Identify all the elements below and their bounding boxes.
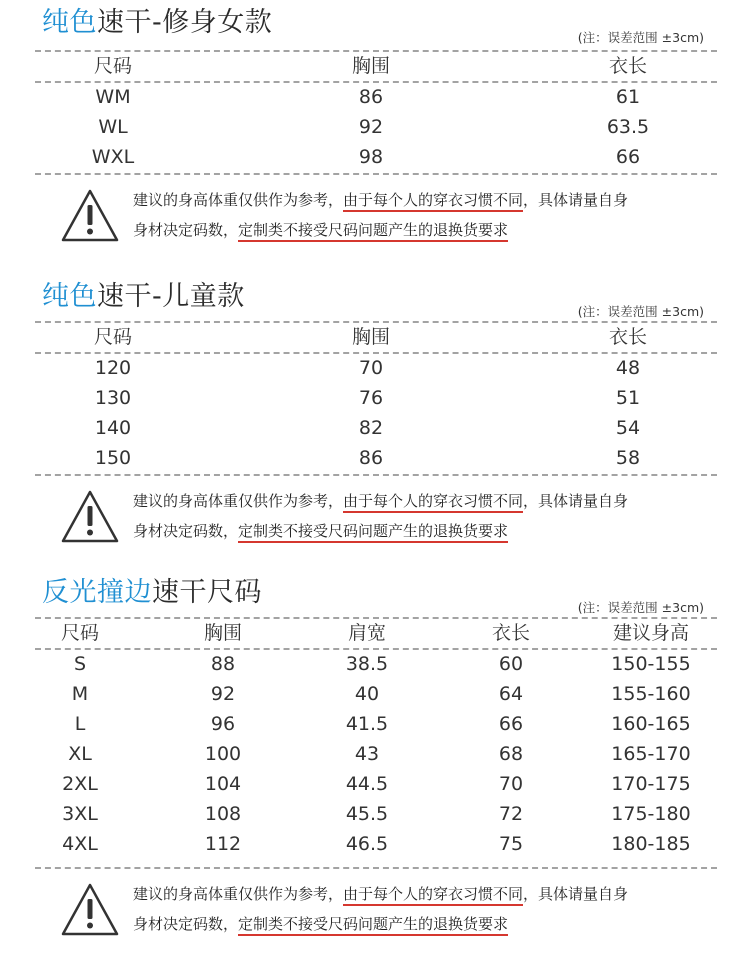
notice-line-2: 身材决定码数，定制类不接受尺码问题产生的退换货要求 <box>133 220 508 240</box>
header-chest: 胸围 <box>351 55 390 77</box>
cell-size: 3XL <box>62 803 98 825</box>
cell-size: XL <box>68 743 92 765</box>
table-row <box>0 829 750 859</box>
cell-size: 140 <box>94 417 132 439</box>
cell-size: M <box>71 683 89 705</box>
header-length: 衣长 <box>608 55 647 77</box>
cell-chest: 98 <box>358 146 384 168</box>
cell-length: 75 <box>498 833 524 855</box>
cell-shoulder: 43 <box>354 743 380 765</box>
cell-chest: 108 <box>204 803 242 825</box>
cell-length: 64 <box>498 683 524 705</box>
header-size: 尺码 <box>60 622 99 644</box>
table-header <box>0 618 750 648</box>
cell-height: 175-180 <box>611 803 691 825</box>
cell-shoulder: 41.5 <box>345 713 389 735</box>
cell-shoulder: 44.5 <box>345 773 389 795</box>
table-header <box>0 51 750 81</box>
cell-length: 51 <box>615 387 641 409</box>
table-row <box>0 383 750 413</box>
cell-size: S <box>73 653 87 675</box>
table-row <box>0 679 750 709</box>
cell-shoulder: 40 <box>354 683 380 705</box>
cell-size: 2XL <box>62 773 98 795</box>
cell-chest: 104 <box>204 773 242 795</box>
cell-height: 180-185 <box>611 833 691 855</box>
cell-height: 155-160 <box>611 683 691 705</box>
cell-size: WM <box>95 86 131 108</box>
cell-size: 130 <box>94 387 132 409</box>
header-shoulder: 肩宽 <box>347 622 386 644</box>
cell-length: 68 <box>498 743 524 765</box>
header-length: 衣长 <box>608 326 647 348</box>
cell-chest: 92 <box>210 683 236 705</box>
cell-length: 54 <box>615 417 641 439</box>
cell-length: 58 <box>615 447 641 469</box>
table-row <box>0 709 750 739</box>
table-row <box>0 799 750 829</box>
header-height: 建议身高 <box>612 622 689 644</box>
header-chest: 胸围 <box>351 326 390 348</box>
cell-chest: 76 <box>358 387 384 409</box>
cell-length: 63.5 <box>606 116 650 138</box>
table-row <box>0 413 750 443</box>
cell-chest: 86 <box>358 86 384 108</box>
cell-length: 48 <box>615 357 641 379</box>
tolerance-note: (注：误差范围 ±3cm) <box>577 600 704 615</box>
size-notice <box>0 481 750 551</box>
cell-length: 72 <box>498 803 524 825</box>
cell-height: 150-155 <box>611 653 691 675</box>
table-row <box>0 739 750 769</box>
cell-height: 160-165 <box>611 713 691 735</box>
section-title: 纯色速干-儿童款 <box>42 281 245 312</box>
warning-triangle-icon <box>60 882 120 938</box>
cell-chest: 112 <box>204 833 242 855</box>
cell-length: 66 <box>498 713 524 735</box>
warning-triangle-icon <box>60 489 120 545</box>
cell-shoulder: 38.5 <box>345 653 389 675</box>
cell-size: 4XL <box>62 833 98 855</box>
cell-chest: 86 <box>358 447 384 469</box>
header-size: 尺码 <box>93 326 132 348</box>
tolerance-note: (注：误差范围 ±3cm) <box>577 30 704 45</box>
tolerance-note: (注：误差范围 ±3cm) <box>577 304 704 319</box>
warning-triangle-icon <box>60 188 120 244</box>
cell-height: 165-170 <box>611 743 691 765</box>
notice-line-2: 身材决定码数，定制类不接受尺码问题产生的退换货要求 <box>133 521 508 541</box>
table-row <box>0 769 750 799</box>
cell-length: 66 <box>615 146 641 168</box>
cell-length: 61 <box>615 86 641 108</box>
notice-line-2: 身材决定码数，定制类不接受尺码问题产生的退换货要求 <box>133 914 508 934</box>
header-size: 尺码 <box>93 55 132 77</box>
notice-line-1: 建议的身高体重仅供作为参考，由于每个人的穿衣习惯不同，具体请量自身 <box>133 491 628 511</box>
cell-size: 120 <box>94 357 132 379</box>
divider <box>35 173 717 175</box>
notice-line-1: 建议的身高体重仅供作为参考，由于每个人的穿衣习惯不同，具体请量自身 <box>133 884 628 904</box>
cell-chest: 88 <box>210 653 236 675</box>
cell-shoulder: 46.5 <box>345 833 389 855</box>
cell-size: L <box>74 713 86 735</box>
notice-line-1: 建议的身高体重仅供作为参考，由于每个人的穿衣习惯不同，具体请量自身 <box>133 190 628 210</box>
cell-length: 60 <box>498 653 524 675</box>
cell-chest: 100 <box>204 743 242 765</box>
table-row <box>0 649 750 679</box>
cell-height: 170-175 <box>611 773 691 795</box>
cell-chest: 92 <box>358 116 384 138</box>
size-notice <box>0 874 750 944</box>
cell-size: WXL <box>91 146 135 168</box>
cell-shoulder: 45.5 <box>345 803 389 825</box>
cell-chest: 82 <box>358 417 384 439</box>
table-row <box>0 353 750 383</box>
table-row <box>0 82 750 112</box>
divider <box>35 474 717 476</box>
cell-length: 70 <box>498 773 524 795</box>
header-length: 衣长 <box>491 622 530 644</box>
table-row <box>0 443 750 473</box>
cell-size: 150 <box>94 447 132 469</box>
table-row <box>0 142 750 172</box>
cell-chest: 70 <box>358 357 384 379</box>
cell-chest: 96 <box>210 713 236 735</box>
table-header <box>0 322 750 352</box>
section-title: 纯色速干-修身女款 <box>42 7 273 38</box>
size-notice <box>0 180 750 250</box>
header-chest: 胸围 <box>203 622 242 644</box>
section-title: 反光撞边速干尺码 <box>42 577 262 608</box>
table-row <box>0 112 750 142</box>
divider <box>35 867 717 869</box>
cell-size: WL <box>98 116 128 138</box>
